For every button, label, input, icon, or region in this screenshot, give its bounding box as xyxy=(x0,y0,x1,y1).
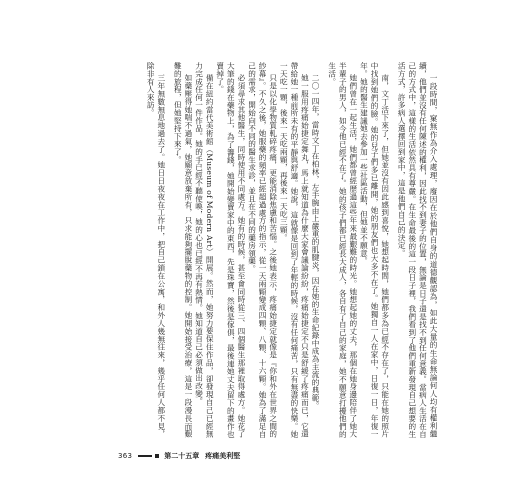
chapter-label: 第二十五章 xyxy=(164,452,200,460)
page-footer xyxy=(118,450,240,462)
footer-rule xyxy=(138,455,152,457)
body-text-block xyxy=(118,62,438,438)
footer-bullet xyxy=(155,454,159,458)
body-paragraph: 她們曾在一起生活，她們都曾經歷過這些年來最艱難的時光。她想起她的丈夫，那個在她身邊陪伴了她大半輩子的男人，如今他已經不在了。她的孩子們都已經長大成人，各自有了自己的家庭，她不願意打擾他們的生活。 xyxy=(327,62,358,438)
body-paragraph: 二〇一四年，當時文丁在柏林，左手腕由上嚴重的肌腱炎，因在她的生命紀錄中成為主流的典範。 xyxy=(311,74,321,410)
body-paragraph: 必須尋求其他醫生，同時使用不同處方。她有的時候，甚至會同時從三、四個醫生那裡取得處方。她花了大筆的錢在藥物上，為了籌錢，她開始變賣家中的東西，先是珠寶，然後是傢俱，最後連她丈夫留下的畫作也賣掉了。 xyxy=(215,62,246,438)
body-paragraph: 只是以化學物質軋碎疼痛，更能消除焦慮和苦惱。之後她表示，疼痛始捷定就像是『你和外在世界之間的紗幕』。不久之後，她服藥的頻率已經超過處方的指示，從一天兩顆變成四顆、八顆、十六顆。她為了滿足自己的需求，開始向不同的醫生求診，並且在不同的藥房領藥。 xyxy=(247,62,278,438)
page-number: 363 xyxy=(118,452,133,460)
body-paragraph: 備在紐約當代美術館（Museum of Modern Art）開展。然而，她努力要保住作品，卻發現自己已經無力完成任何一件作品。她的手已經不聽使喚，她的心也已經不再有熱情。她知道自己必須做出改變。 xyxy=(194,62,215,438)
body-paragraph: 三年無數無息地過去了。她日日夜夜在工作中，把自己鎖在公寓，和外人幾無往來，幾乎任何人都不見，除非有人來訪。 xyxy=(146,62,166,438)
body-paragraph: 如藥壓得她喘不過氣，她願意放棄所有，只求能夠擺脫藥物的控制。她開始接受治療，這是一段漫長而艱難的旅程，但她堅持下來了。 xyxy=(173,62,193,438)
chapter-title: 疼痛美利堅 xyxy=(205,452,241,460)
body-paragraph: 她一服用疼痛始捷定舞丸，馬上就知道為什麼大家會議論紛紛，疼痛始捷定不只是舒緩了疼痛而已，它還帶給她一種前所未有的平靜與舒適。她說，這就像是回到了年輕的時候，沒有任何痛苦，只有無盡的快樂。她一天吃一顆，後來一天吃兩顆，再後來一天吃三顆。 xyxy=(279,62,310,438)
body-paragraph: 一段時間，窠無作為介入處理，廢因在於他們自身的道德觀認為，如此大量的生命無論何人均有權利繼續，他們並沒有任何陳述的權利，因此找不到妻子的位置，無論是日子還是找不到任何意義。當病人生活在自己的方式中，這樣的生活依然具有尊嚴。在生命最後的這一段日子裡，我們看到了他們重新發現自己想要的生活方式，許多病人選擇回到家中，這是他們自己的決定。 xyxy=(397,62,438,438)
body-paragraph: 南，文丁活下來了，但她並沒有因此感到喜悅，她想起時間，她們都多為已經不存在了，只能在她的照片中找到她們的臉。她的兒子們多已離開，她的朋友們也大多不在了。她獨自一人在家中，日復一日，年復一年。她的醫生建議她去參加一些社區活動，但她並不願意。 xyxy=(359,62,390,438)
